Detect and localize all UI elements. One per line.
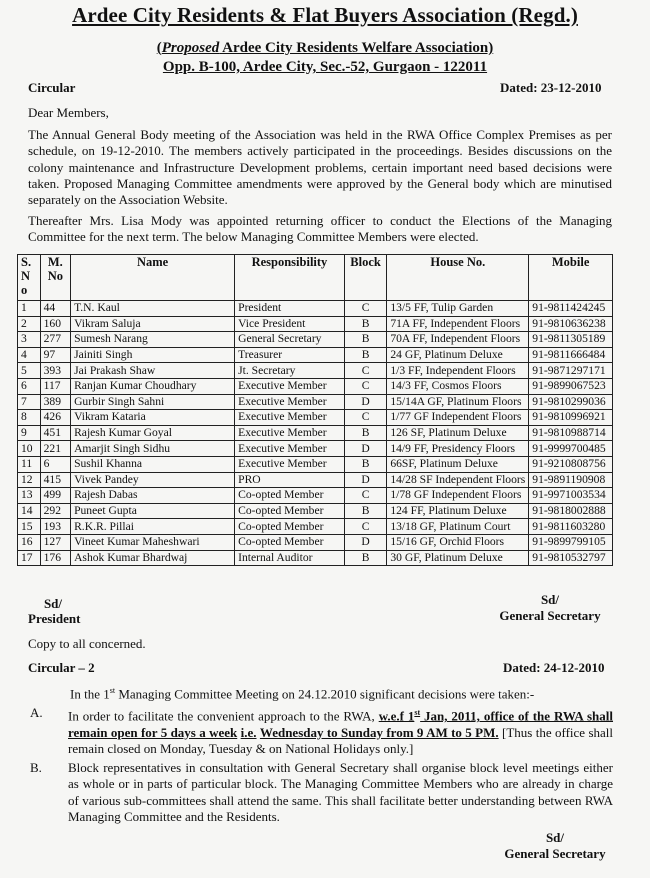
header-block: Block bbox=[344, 255, 387, 301]
table-row: 7 389 Gurbir Singh Sahni Executive Member D 15/14A GF, Platinum Floors 91-9810299036 bbox=[18, 394, 613, 410]
circular-label: Circular bbox=[28, 80, 76, 95]
association-title: Ardee City Residents & Flat Buyers Association (Regd.) bbox=[72, 3, 578, 27]
committee-table bbox=[17, 254, 613, 566]
item-b-text: Block representatives in consultation with General Secretary shall organise block level meetings either as whole or in parts of particular block. The Managing Committee Members who are already in charge of various sub-committees shall attend the same. This shall facilitate better understanding between RWA Managing Committee and the Residents. bbox=[68, 760, 613, 824]
association-subtitle: (Proposed Ardee City Residents Welfare Association) bbox=[156, 40, 494, 56]
table-row: 15 193 R.K.R. Pillai Co-opted Member C 13/18 GF, Platinum Court 91-9811603280 bbox=[18, 519, 613, 535]
table-row: 10 221 Amarjit Singh Sidhu Executive Member D 14/9 FF, Presidency Floors 91-9999700485 bbox=[18, 441, 613, 457]
circular2-sd: Sd/ bbox=[545, 830, 565, 845]
table-row: 6 117 Ranjan Kumar Choudhary Executive Member C 14/3 FF, Cosmos Floors 91-9899067523 bbox=[18, 378, 613, 394]
item-b-marker: B. bbox=[30, 760, 42, 775]
salutation: Dear Members, bbox=[28, 105, 109, 120]
circular2-intro: In the 1st Managing Committee Meeting on 24.12.2010 significant decisions were taken:- bbox=[70, 686, 535, 702]
table-row: 3 277 Sumesh Narang General Secretary B 70A FF, Independent Floors 91-9811305189 bbox=[18, 332, 613, 348]
gen-sec-sd: Sd/ bbox=[540, 592, 560, 607]
paragraph-agm: The Annual General Body meeting of the Association was held in the RWA Office Complex Premises as per schedule, on 19-12-2010. The members actively participated in the proceedings. Besides discussions on the colony maintenance and Infrastructure Development problems, certain important need based decisions were taken. Proposed Managing Committee amendments were approved by the General body which are minutised separately on the Association Website. bbox=[28, 127, 612, 208]
header-mobile: Mobile bbox=[529, 255, 613, 301]
subtitle-italic: Proposed bbox=[161, 40, 220, 56]
president-title: President bbox=[28, 611, 81, 626]
table-header-row bbox=[18, 255, 613, 301]
header-name: Name bbox=[71, 255, 235, 301]
header-sno: S. N o bbox=[18, 255, 41, 301]
circular2-date: Dated: 24-12-2010 bbox=[503, 660, 605, 675]
header-responsibility: Responsibility bbox=[235, 255, 345, 301]
table-row: 13 499 Rajesh Dabas Co-opted Member C 1/78 GF Independent Floors 91-9971003534 bbox=[18, 488, 613, 504]
header-house: House No. bbox=[387, 255, 529, 301]
table-row: 9 451 Rajesh Kumar Goyal Executive Member B 126 SF, Platinum Deluxe 91-9810988714 bbox=[18, 425, 613, 441]
copy-note: Copy to all concerned. bbox=[28, 636, 146, 651]
table-row: 8 426 Vikram Kataria Executive Member C 1/77 GF Independent Floors 91-9810996921 bbox=[18, 410, 613, 426]
table-row: 16 127 Vineet Kumar Maheshwari Co-opted Member D 15/16 GF, Orchid Floors 91-9899799105 bbox=[18, 534, 613, 550]
table-row: 17 176 Ashok Kumar Bhardwaj Internal Auditor B 30 GF, Platinum Deluxe 91-9810532797 bbox=[18, 550, 613, 566]
table-row: 12 415 Vivek Pandey PRO D 14/28 SF Independent Floors 91-9891190908 bbox=[18, 472, 613, 488]
circular2-gen-sec-title: General Secretary bbox=[504, 846, 606, 861]
circular-date: Dated: 23-12-2010 bbox=[500, 80, 602, 95]
table-row: 14 292 Puneet Gupta Co-opted Member B 124 FF, Platinum Deluxe 91-9818002888 bbox=[18, 503, 613, 519]
table-row: 4 97 Jainiti Singh Treasurer B 24 GF, Platinum Deluxe 91-9811666484 bbox=[18, 347, 613, 363]
item-a-text: In order to facilitate the convenient approach to the RWA, w.e.f 1st Jan, 2011, office of the RWA shall remain open for 5 days a week i.e. Wednesday to Sunday from 9 AM to 5 PM. [Thus the office shall remain closed on Monday, Tuesday & on National Holidays only.] bbox=[68, 708, 614, 756]
gen-sec-title: General Secretary bbox=[499, 608, 601, 623]
table-row: 1 44 T.N. Kaul President C 13/5 FF, Tulip Garden 91-9811424245 bbox=[18, 301, 613, 317]
association-address: Opp. B-100, Ardee City, Sec.-52, Gurgaon - 122011 bbox=[162, 59, 488, 75]
circular2-label: Circular – 2 bbox=[28, 660, 95, 675]
header-mno: M. No bbox=[40, 255, 70, 301]
president-sd: Sd/ bbox=[43, 596, 63, 611]
item-a-marker: A. bbox=[30, 705, 43, 720]
table-row: 2 160 Vikram Saluja Vice President B 71A FF, Independent Floors 91-9810636238 bbox=[18, 316, 613, 332]
table-row: 5 393 Jai Prakash Shaw Jt. Secretary C 1/3 FF, Independent Floors 91-9871297171 bbox=[18, 363, 613, 379]
paragraph-elections: Thereafter Mrs. Lisa Mody was appointed returning officer to conduct the Elections of the Managing Committee for the next term. The below Managing Committee Members were elected. bbox=[28, 213, 612, 245]
table-row: 11 6 Sushil Khanna Executive Member B 66SF, Platinum Deluxe 91-9210808756 bbox=[18, 456, 613, 472]
